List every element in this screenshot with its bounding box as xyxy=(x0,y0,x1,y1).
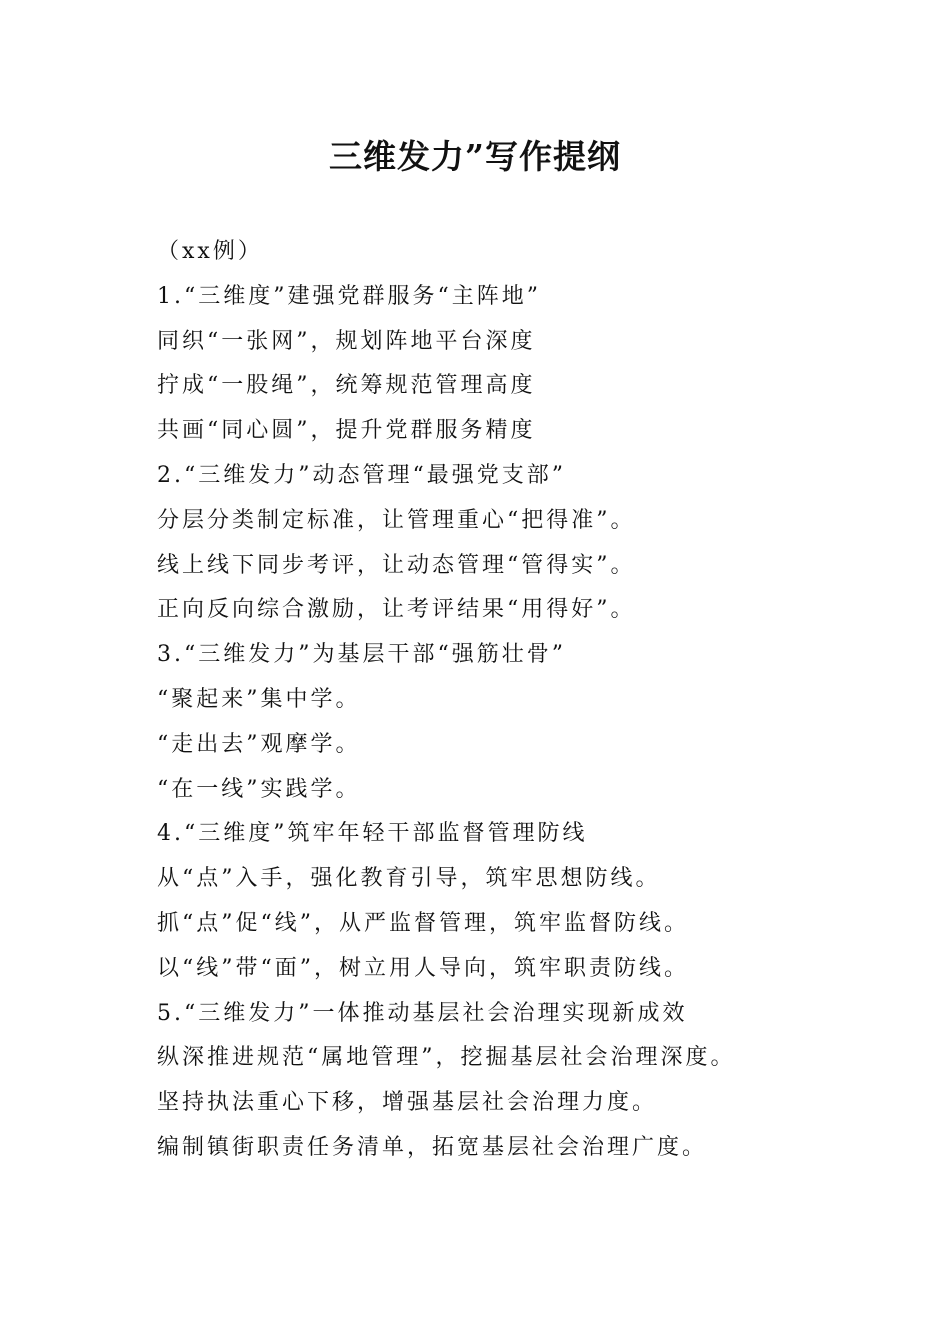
section-heading-4: 4.“三维度”筑牢年轻干部监督管理防线 xyxy=(157,821,588,847)
document-title: 三维发力”写作提纲 xyxy=(329,137,621,176)
section-item: 编制镇街职责任务清单，拓宽基层社会治理广度。 xyxy=(157,1134,708,1160)
section-heading-3: 3.“三维发力”为基层干部“强筋壮骨” xyxy=(157,642,566,668)
section-item: 纵深推进规范“属地管理”，挖掘基层社会治理深度。 xyxy=(157,1045,736,1071)
section-item: “走出去”观摩学。 xyxy=(157,731,361,757)
section-item: 同织“一张网”，规划阵地平台深度 xyxy=(157,328,536,354)
section-item: “聚起来”集中学。 xyxy=(157,686,361,712)
section-item: 共画“同心圆”，提升党群服务精度 xyxy=(157,418,536,444)
line-example-note: （xx例） xyxy=(157,239,263,264)
section-item: 分层分类制定标准，让管理重心“把得准”。 xyxy=(157,507,636,533)
section-item: “在一线”实践学。 xyxy=(157,776,361,802)
section-item: 线上线下同步考评，让动态管理“管得实”。 xyxy=(157,552,636,578)
section-item: 坚持执法重心下移，增强基层社会治理力度。 xyxy=(157,1090,658,1116)
section-item: 拧成“一股绳”，统筹规范管理高度 xyxy=(157,373,536,399)
section-item: 从“点”入手，强化教育引导，筑牢思想防线。 xyxy=(157,866,661,892)
document-body xyxy=(157,230,857,1171)
section-item: 正向反向综合激励，让考评结果“用得好”。 xyxy=(157,597,636,623)
section-heading-2: 2.“三维发力”动态管理“最强党支部” xyxy=(157,462,566,488)
section-item: 以“线”带“面”，树立用人导向，筑牢职责防线。 xyxy=(157,955,689,981)
section-heading-5: 5.“三维发力”一体推动基层社会治理实现新成效 xyxy=(157,1000,688,1026)
section-item: 抓“点”促“线”，从严监督管理，筑牢监督防线。 xyxy=(157,910,689,936)
section-heading-1: 1.“三维度”建强党群服务“主阵地” xyxy=(157,283,541,309)
